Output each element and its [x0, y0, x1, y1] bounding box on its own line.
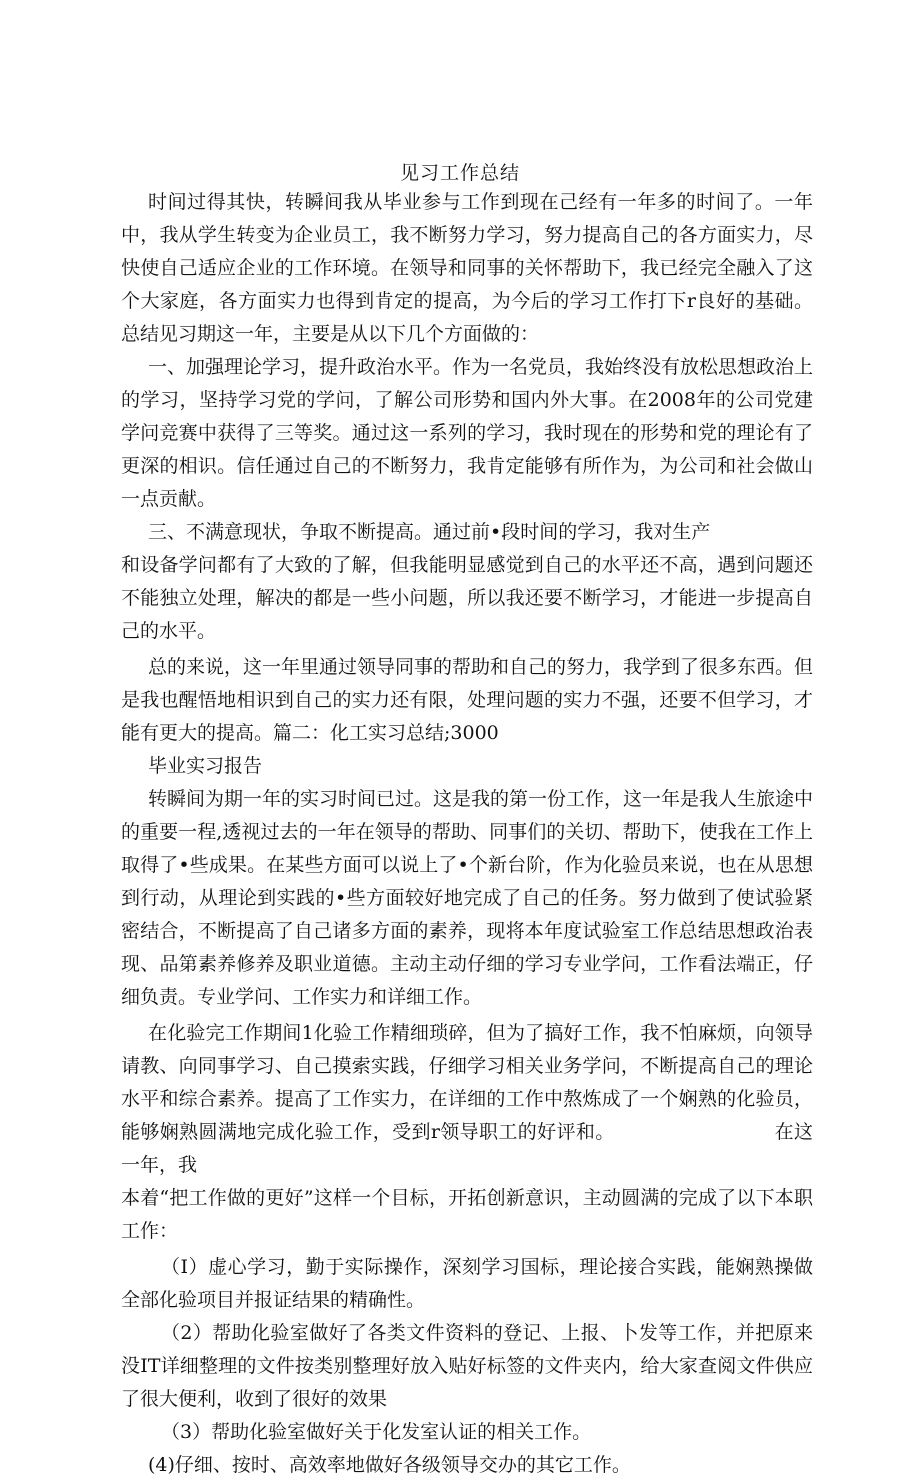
- paragraph-report-heading: 毕业实习报告: [148, 755, 263, 777]
- paragraph-equipment-knowledge: 和设备学问都有了大致的了解，但我能明显感觉到自己的水平还不高，遇到问题还不能独立处理，解决的都是一些小问题，所以我还要不断学习，才能进一步提高自己的水平。: [121, 554, 813, 642]
- paragraph-goal: 本着“把工作做的更好”这样一个目标，开拓创新意识，主动圆满的完成了以下本职工作：: [121, 1187, 813, 1242]
- lab-work-tail: 在这一年，我: [121, 1121, 813, 1176]
- paragraph-intro: 时间过得其快，转瞬间我从毕业参与工作到现在己经有一年多的时间了。一年中，我从学生转变为企业员工，我不断努力学习，努力提高自己的各方面实力，尽快使自己适应企业的工作环境。在领导和同事的关怀帮助下，我已经完全融入了这个大家庭，各方面实力也得到肯定的提高，为今后的学习工作打下r良好的基础。总结见习期这一年，主要是从以下几个方面做的：: [121, 191, 813, 345]
- paragraph-summary: 总的来说，这一年里通过领导同事的帮助和自己的努力，我学到了很多东西。但是我也醒悟地相识到自己的实力还有限，处理问题的实力不强，还要不但学习，才能有更大的提高。篇二：化工实习总结;3000: [121, 656, 814, 744]
- paragraph-internship-review: 转瞬间为期一年的实习时间已过。这是我的第一份工作，这一年是我人生旅途中的重要一程,透视过去的一年在领导的帮助、同事们的关切、帮助下，使我在工作上取得了•些成果。在某些方面可以说上了•个新台阶，作为化验员来说，也在从思想到行动，从理论到实践的•些方面较好地完成了自己的任务。努力做到了使试验紧密结合，不断提高了自己诸多方面的素养，现将本年度试验室工作总结思想政治表现、品第素养修养及职业道德。主动主动仔细的学习专业学问，工作看法端正，仔细负责。专业学问、工作实力和详细工作。: [121, 788, 814, 1008]
- list-item-1: （I）虚心学习，勤于实际操作，深刻学习国标，理论接合实践，能娴熟操做全部化验项目并报证结果的精确性。: [121, 1256, 813, 1311]
- document-body: [121, 186, 813, 1482]
- paragraph-section-three: 三、不满意现状，争取不断提高。通过前•段时间的学习，我对生产: [148, 521, 711, 543]
- document-title: 见习工作总结: [399, 162, 520, 184]
- list-item-4: (4)仔细、按时、高效率地做好各级领导交办的其它工作。: [148, 1454, 631, 1476]
- list-item-2: （2）帮助化验室做好了各类文件资料的登记、上报、卜发等工作，并把原来没IT详细整理的文件按类别整理好放入贴好标签的文件夹内，给大家查阅文件供应了很大便利，收到了很好的效果: [121, 1322, 813, 1410]
- paragraph-lab-work: [121, 1017, 813, 1182]
- list-item-3: （3）帮助化验室做好关于化发室认证的相关工作。: [161, 1421, 592, 1443]
- paragraph-section-one: 一、加强理论学习，提升政治水平。作为一名党员，我始终没有放松思想政治上的学习，坚持学习党的学问，了解公司形势和国内外大事。在2008年的公司党建学问竞赛中获得了三等奖。通过这一系列的学习，我时现在的形势和党的理论有了更深的相识。信任通过自己的不断努力，我肯定能够有所作为，为公司和社会做山一点贡献。: [121, 356, 814, 510]
- lab-work-text: 在化验完工作期间1化验工作精细琐碎，但为了搞好工作，我不怕麻烦，向领导请教、向同事学习、自己摸索实践，仔细学习相关业务学问，不断提高自己的理论水平和综合素养。提高了工作实力，在详细的工作中熬炼成了一个娴熟的化验员，能够娴熟圆满地完成化验工作，受到r领导职工的好评和。: [121, 1022, 813, 1143]
